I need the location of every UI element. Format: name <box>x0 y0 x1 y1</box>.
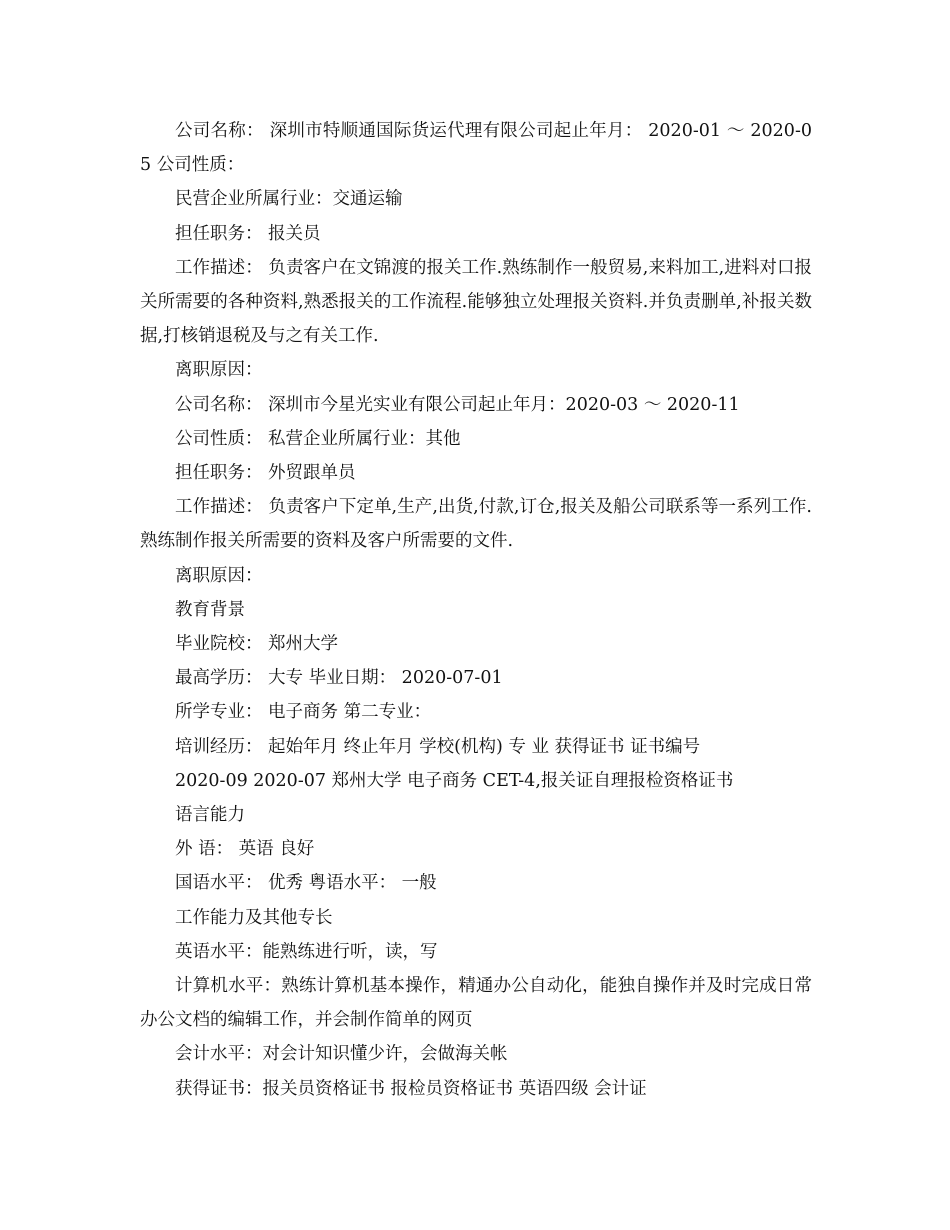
company-2-description: 工作描述： 负责客户下定单,生产,出货,付款,订仓,报关及船公司联系等一系列工作.熟练制作报关所需要的资料及客户所需要的文件. <box>140 497 812 552</box>
accounting-level: 会计水平：对会计知识懂少许，会做海关帐 <box>175 1044 508 1065</box>
company-2-nature: 公司性质： 私营企业所属行业：其他 <box>175 428 461 449</box>
foreign-language: 外 语： 英语 良好 <box>175 839 315 860</box>
company-1-line: 公司名称： 深圳市特顺通国际货运代理有限公司起止年月： 2020-01 ～ 2020-05 公司性质： <box>140 121 812 176</box>
resume-body <box>140 114 812 1106</box>
highest-degree: 最高学历： 大专 毕业日期： 2020-07-01 <box>175 668 503 689</box>
mandarin-cantonese-level: 国语水平： 优秀 粤语水平： 一般 <box>175 873 437 894</box>
training-header: 培训经历： 起始年月 终止年月 学校(机构) 专 业 获得证书 证书编号 <box>175 736 701 757</box>
computer-level: 计算机水平：熟练计算机基本操作，精通办公自动化，能独自操作并及时完成日常办公文档的编辑工作，并会制作简单的网页 <box>140 976 812 1031</box>
certificates: 获得证书：报关员资格证书 报检员资格证书 英语四级 会计证 <box>175 1078 647 1099</box>
company-1-leave-reason: 离职原因： <box>175 360 263 381</box>
company-1-industry: 民营企业所属行业：交通运输 <box>175 189 403 210</box>
company-2-line: 公司名称： 深圳市今星光实业有限公司起止年月：2020-03 ～ 2020-11 <box>175 394 740 415</box>
company-2-position: 担任职务： 外贸跟单员 <box>175 463 356 484</box>
section-heading-education: 教育背景 <box>175 599 245 620</box>
section-heading-skills: 工作能力及其他专长 <box>175 907 333 928</box>
training-row: 2020-09 2020-07 郑州大学 电子商务 CET-4,报关证自理报检资格证书 <box>175 770 734 791</box>
company-2-leave-reason: 离职原因： <box>175 565 263 586</box>
graduate-school: 毕业院校： 郑州大学 <box>175 634 339 655</box>
english-level: 英语水平：能熟练进行听，读，写 <box>175 941 438 962</box>
company-1-position: 担任职务： 报关员 <box>175 223 321 244</box>
major: 所学专业： 电子商务 第二专业： <box>175 702 432 723</box>
section-heading-language: 语言能力 <box>175 805 245 826</box>
company-1-description: 工作描述： 负责客户在文锦渡的报关工作.熟练制作一般贸易,来料加工,进料对口报关所需要的各种资料,熟悉报关的工作流程.能够独立处理报关资料.并负责删单,补报关数据,打核销退税及与之有关工作. <box>140 257 812 347</box>
